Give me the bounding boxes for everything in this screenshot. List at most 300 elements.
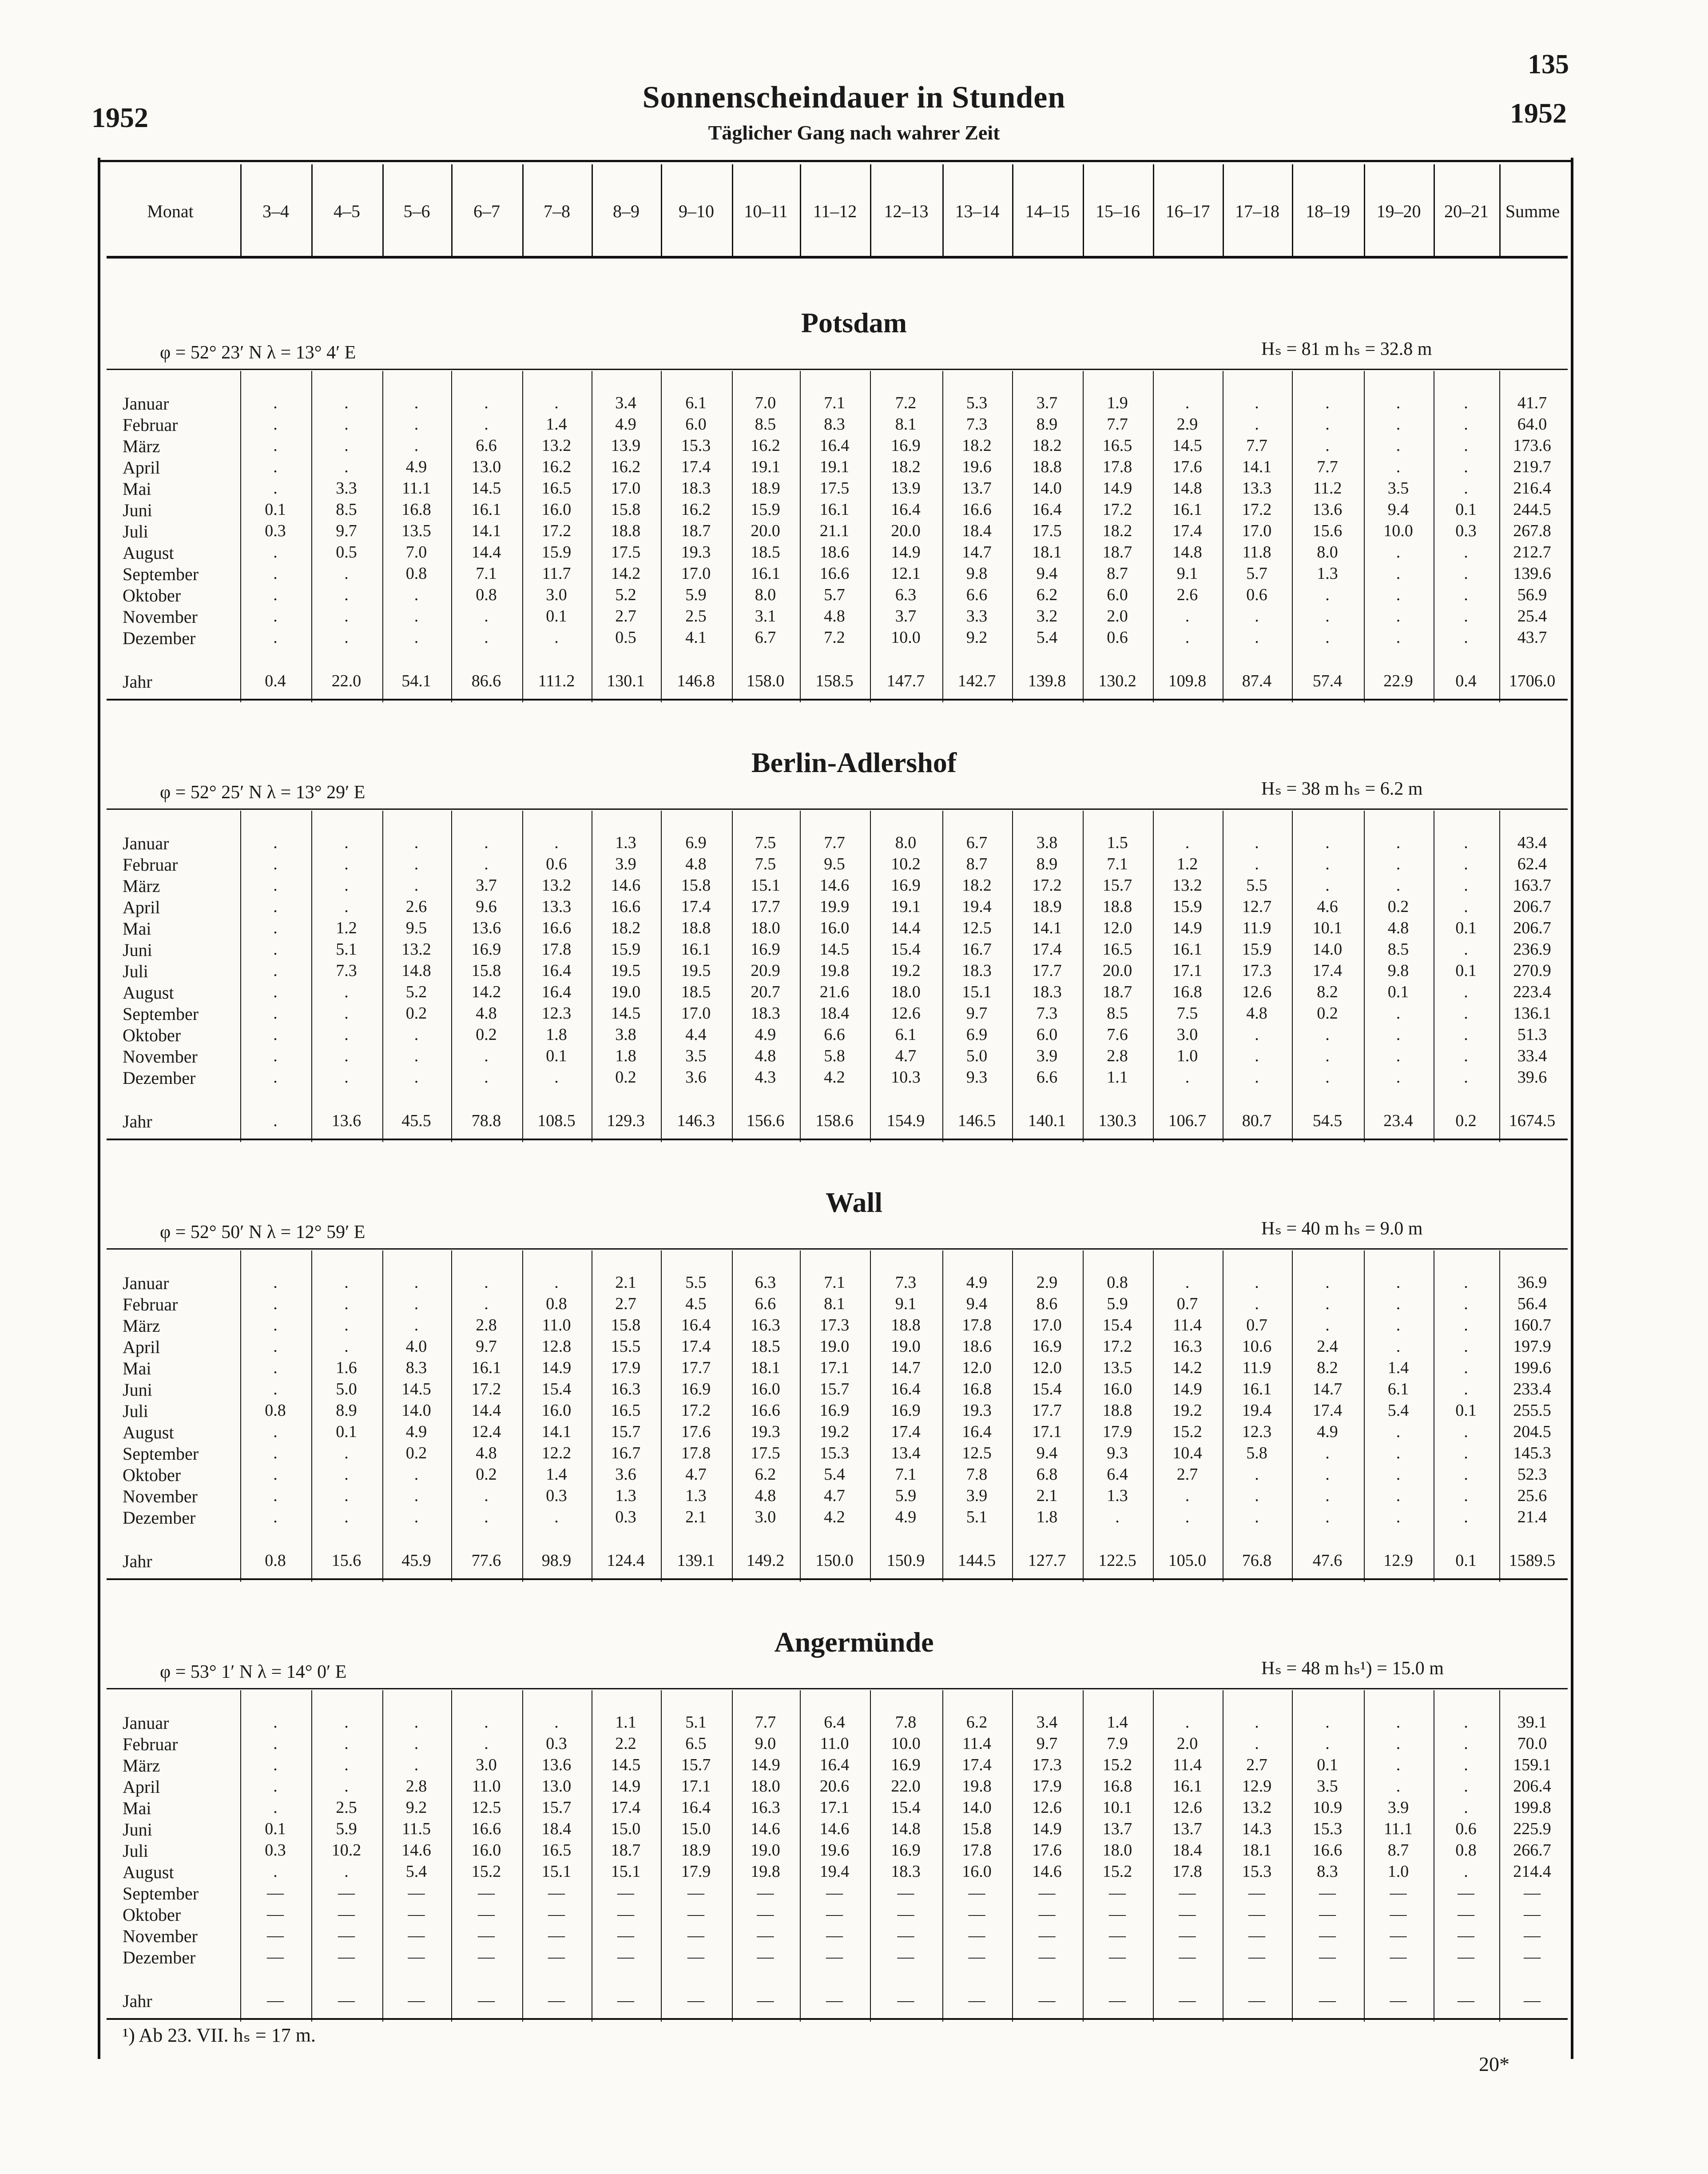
table-cell: 22.0 [891,1777,921,1796]
table-cell: 15.2 [1172,1422,1202,1441]
table-cell: . [1396,1047,1401,1065]
table-cell: . [484,1734,489,1753]
month-label: Mai [123,919,151,939]
year-total-cell: 76.8 [1242,1551,1272,1570]
table-cell: 17.0 [1032,1316,1062,1334]
page-title: Sonnenscheindauer in Stunden [642,80,1066,115]
table-cell: 15.7 [1102,876,1132,895]
table-cell: 4.9 [895,1508,917,1526]
table-cell: . [1464,1047,1468,1065]
column-divider [240,164,242,258]
table-cell: 5.1 [685,1713,707,1732]
table-cell: 8.7 [966,855,988,873]
table-cell: . [1464,1798,1468,1817]
table-cell: 5.8 [1246,1444,1267,1462]
table-cell: . [344,1004,349,1023]
table-cell: . [1396,415,1401,434]
table-cell: . [1464,564,1468,583]
year-total-cell: 0.8 [265,1551,286,1570]
table-cell: 19.3 [681,543,711,561]
table-cell: 17.7 [1032,1401,1062,1420]
station-coordinates: φ = 52° 23′ N λ = 13° 4′ E [160,342,356,363]
table-cell: . [1396,1444,1401,1462]
table-cell: 17.2 [1102,500,1132,519]
table-cell: — [1524,1926,1541,1945]
table-cell: 18.3 [1032,983,1062,1001]
table-cell: 1.4 [1387,1358,1409,1377]
table-cell: 12.8 [541,1337,572,1356]
table-cell: 15.1 [962,983,992,1001]
table-cell: 5.4 [1036,628,1058,647]
table-cell: . [1185,1068,1190,1087]
year-total-cell: 130.1 [607,672,645,690]
table-cell: 18.3 [962,961,992,980]
table-cell: 8.1 [895,415,917,434]
table-cell: 16.7 [962,940,992,959]
table-cell: 17.7 [751,897,780,916]
table-cell: . [1396,855,1401,873]
table-cell: 15.1 [541,1862,572,1881]
table-cell: — [338,1947,355,1966]
table-cell: 4.2 [824,1068,845,1087]
year-total-cell: 0.4 [1455,672,1477,690]
table-cell: 6.1 [685,394,707,412]
table-cell: 5.2 [615,585,636,604]
table-cell: . [414,394,419,412]
table-cell: . [484,1713,489,1732]
month-label: August [123,1422,174,1442]
year-total-cell: — [1109,1991,1126,2010]
column-divider [870,1690,871,2022]
year-total-cell: 1674.5 [1509,1111,1556,1130]
station-heights: Hₛ = 38 m hₛ = 6.2 m [1261,779,1423,799]
table-cell: . [344,394,349,412]
table-cell: 270.9 [1513,961,1551,980]
table-cell: . [273,1713,278,1732]
month-label: August [123,1862,174,1882]
table-cell: . [1255,607,1259,625]
table-cell: 17.8 [541,940,572,959]
table-cell: . [414,1465,419,1484]
table-cell: 13.5 [1102,1358,1132,1377]
table-cell: . [1396,1316,1401,1334]
column-divider [1364,164,1365,258]
table-cell: . [344,1777,349,1796]
table-cell: . [414,1294,419,1313]
table-cell: 43.7 [1517,628,1547,647]
table-cell: 13.2 [401,940,431,959]
column-divider [1499,1690,1500,2022]
column-divider [870,164,871,258]
table-cell: . [1464,1508,1468,1526]
month-label: Dezember [123,628,196,648]
table-cell: . [1464,628,1468,647]
table-cell: 13.2 [1172,876,1202,895]
table-cell: . [273,1756,278,1774]
table-cell: 13.6 [1312,500,1343,519]
table-cell: 2.5 [685,607,707,625]
table-cell: 3.0 [755,1508,776,1526]
table-cell: . [1396,1004,1401,1023]
table-cell: . [344,983,349,1001]
table-cell: 9.7 [1036,1734,1058,1753]
year-label: Jahr [123,672,152,692]
column-divider [1223,164,1224,258]
table-cell: — [757,1947,774,1966]
table-cell: . [414,855,419,873]
table-cell: . [1325,1734,1330,1753]
year-total-cell: 158.6 [815,1111,854,1130]
table-cell: 3.8 [1036,833,1058,852]
table-cell: — [408,1883,425,1902]
table-cell: . [1464,1337,1468,1356]
table-cell: — [1458,1926,1474,1945]
frame-left [98,158,100,2059]
table-cell: 0.1 [1317,1756,1338,1774]
table-cell: 244.5 [1513,500,1551,519]
year-total-cell: — [617,1991,634,2010]
table-cell: 1.2 [1176,855,1198,873]
station-name: Wall [825,1187,883,1218]
month-label: August [123,543,174,563]
table-cell: 145.3 [1513,1444,1551,1462]
table-cell: . [344,458,349,476]
table-cell: 8.1 [824,1294,845,1313]
table-cell: 15.9 [611,940,641,959]
column-header: 11–12 [813,201,857,221]
table-cell: 16.9 [891,1841,921,1859]
column-divider [311,371,312,702]
block-rule [107,1688,1568,1689]
month-label: Oktober [123,1465,181,1485]
table-cell: 17.0 [681,564,711,583]
table-cell: 18.6 [962,1337,992,1356]
year-total-cell: 142.7 [957,672,996,690]
table-cell: . [414,876,419,895]
table-cell: . [1464,394,1468,412]
table-cell: 16.9 [819,1401,850,1420]
column-divider [870,371,871,702]
table-cell: 9.5 [405,919,427,937]
table-cell: . [554,833,559,852]
table-cell: 0.1 [265,1820,286,1838]
table-cell: 6.2 [1036,585,1058,604]
table-cell: 6.7 [966,833,988,852]
table-cell: . [273,961,278,980]
table-cell: 19.0 [611,983,641,1001]
table-cell: . [344,1508,349,1526]
table-cell: 19.4 [819,1862,850,1881]
table-cell: 13.7 [1172,1820,1202,1838]
month-label: August [123,983,174,1003]
table-cell: 20.0 [751,522,780,540]
table-cell: . [273,1862,278,1881]
table-cell: — [478,1883,495,1902]
table-cell: 0.3 [546,1734,567,1753]
table-cell: 2.8 [1107,1047,1128,1065]
table-cell: 14.0 [1312,940,1343,959]
table-cell: 15.2 [471,1862,501,1881]
table-cell: . [414,1068,419,1087]
table-cell: . [273,1337,278,1356]
table-cell: 18.4 [819,1004,850,1023]
table-cell: 4.8 [476,1004,497,1023]
table-cell: 7.5 [755,833,776,852]
table-cell: . [1325,585,1330,604]
table-cell: 206.7 [1513,897,1551,916]
column-divider [451,1250,452,1582]
table-cell: . [1396,436,1401,455]
table-cell: 14.5 [611,1756,641,1774]
table-cell: 15.3 [1312,1820,1343,1838]
table-cell: 1.8 [615,1047,636,1065]
year-label: Jahr [123,1111,152,1131]
column-header: 7–8 [544,201,570,221]
table-cell: 11.9 [1242,1358,1271,1377]
table-cell: . [273,607,278,625]
table-cell: . [273,983,278,1001]
table-cell: . [1185,607,1190,625]
table-cell: 12.6 [891,1004,921,1023]
column-divider [661,371,662,702]
year-total-cell: — [408,1991,425,2010]
table-cell: — [687,1926,704,1945]
table-cell: 17.2 [681,1401,711,1420]
station-coordinates: φ = 52° 25′ N λ = 13° 29′ E [160,782,365,803]
table-cell: 12.2 [541,1444,572,1462]
table-cell: 4.6 [1317,897,1338,916]
table-cell: . [344,1444,349,1462]
table-cell: . [484,1486,489,1505]
table-cell: 3.4 [1036,1713,1058,1732]
table-cell: 0.7 [1176,1294,1198,1313]
table-cell: 7.6 [1107,1025,1128,1044]
table-cell: — [897,1947,914,1966]
year-total-cell: 45.9 [401,1551,431,1570]
table-cell: 18.3 [751,1004,780,1023]
table-cell: 15.4 [1102,1316,1132,1334]
table-cell: 16.1 [819,500,850,519]
month-label: Mai [123,1798,151,1818]
year-total-cell: — [1319,1991,1336,2010]
column-divider [800,1690,801,2022]
table-cell: 12.1 [891,564,921,583]
table-cell: 8.9 [336,1401,357,1420]
table-cell: 5.4 [1387,1401,1409,1420]
table-cell: — [408,1926,425,1945]
column-divider [311,811,312,1142]
table-cell: 11.0 [472,1777,501,1796]
table-cell: 19.2 [819,1422,850,1441]
table-cell: 6.1 [1387,1380,1409,1398]
table-cell: . [344,585,349,604]
table-cell: — [1248,1926,1265,1945]
column-header: 17–18 [1235,201,1279,221]
table-cell: 18.6 [819,543,850,561]
month-label: März [123,436,160,456]
table-cell: 70.0 [1517,1734,1547,1753]
table-cell: 139.6 [1513,564,1551,583]
table-cell: . [484,1068,489,1087]
table-cell: 0.1 [1455,919,1477,937]
month-label: Juni [123,1380,152,1400]
column-header: 18–19 [1306,201,1350,221]
table-cell: 8.7 [1387,1841,1409,1859]
table-cell: . [484,855,489,873]
year-total-cell: 78.8 [471,1111,501,1130]
table-cell: 2.6 [1176,585,1198,604]
table-cell: 15.7 [541,1798,572,1817]
table-cell: 18.0 [751,919,780,937]
table-cell: 2.6 [405,897,427,916]
table-cell: 19.8 [751,1862,780,1881]
table-cell: . [1396,1422,1401,1441]
table-cell: 11.2 [1313,479,1342,498]
table-cell: 18.2 [962,876,992,895]
table-cell: . [1255,1734,1259,1753]
table-cell: 17.1 [819,1798,850,1817]
year-rule [107,2018,1568,2020]
table-cell: . [1396,1777,1401,1796]
table-cell: . [1255,1025,1259,1044]
table-cell: . [1464,479,1468,498]
table-cell: 212.7 [1513,543,1551,561]
table-cell: 16.4 [681,1798,711,1817]
table-cell: 16.3 [751,1798,780,1817]
table-cell: 39.1 [1517,1713,1547,1732]
table-cell: 4.2 [824,1508,845,1526]
table-cell: 21.1 [819,522,850,540]
table-cell: . [273,543,278,561]
table-cell: 12.6 [1242,983,1272,1001]
table-cell: 17.8 [1172,1862,1202,1881]
column-header: 8–9 [613,201,640,221]
table-cell: 0.5 [615,628,636,647]
table-cell: 18.7 [1102,543,1132,561]
table-cell: 0.6 [1107,628,1128,647]
year-total-cell: — [338,1991,355,2010]
table-cell: — [1458,1905,1474,1923]
table-cell: 7.3 [966,415,988,434]
year-total-cell: 146.3 [677,1111,715,1130]
table-cell: . [344,876,349,895]
table-cell: 266.7 [1513,1841,1551,1859]
table-cell: — [1109,1905,1126,1923]
table-cell: 197.9 [1513,1337,1551,1356]
table-cell: . [414,1508,419,1526]
table-cell: 14.9 [891,543,921,561]
column-header: Monat [147,201,194,221]
table-cell: 19.9 [819,897,850,916]
table-cell: . [484,394,489,412]
table-cell: 11.7 [542,564,571,583]
table-cell: 20.7 [751,983,780,1001]
table-cell: . [1464,1777,1468,1796]
column-header: 13–14 [955,201,1000,221]
table-cell: 0.3 [615,1508,636,1526]
table-cell: . [1396,1068,1401,1087]
table-cell: . [484,607,489,625]
table-cell: . [344,1713,349,1732]
table-cell: 15.7 [611,1422,641,1441]
table-cell: 12.5 [471,1798,501,1817]
table-cell: 12.0 [1102,919,1132,937]
table-cell: . [273,1734,278,1753]
table-cell: 9.2 [966,628,988,647]
table-cell: . [344,1068,349,1087]
table-cell: 16.1 [471,1358,501,1377]
table-cell: . [1255,1713,1259,1732]
table-cell: — [687,1883,704,1902]
month-label: Juli [123,1841,148,1861]
column-divider [522,1690,523,2022]
table-cell: 14.5 [819,940,850,959]
table-cell: . [344,1862,349,1881]
table-cell: . [1464,1713,1468,1732]
table-cell: 15.8 [681,876,711,895]
table-cell: 9.8 [966,564,988,583]
table-cell: — [1319,1905,1336,1923]
year-total-cell: — [757,1991,774,2010]
column-divider [1083,1690,1084,2022]
table-cell: 14.2 [471,983,501,1001]
table-cell: . [273,1777,278,1796]
table-cell: 18.8 [681,919,711,937]
table-cell: — [826,1883,843,1902]
table-cell: 14.1 [1032,919,1062,937]
table-cell: 16.4 [891,500,921,519]
year-total-cell: 130.2 [1098,672,1136,690]
table-cell: 15.4 [891,940,921,959]
table-cell: 1.0 [1176,1047,1198,1065]
table-cell: 10.3 [891,1068,921,1087]
table-cell: . [1255,1068,1259,1087]
table-cell: 7.1 [824,394,845,412]
table-cell: 0.8 [1107,1273,1128,1292]
table-cell: . [273,436,278,455]
year-total-cell: 86.6 [471,672,501,690]
table-cell: — [1524,1947,1541,1966]
table-cell: 0.8 [405,564,427,583]
table-cell: 16.0 [541,500,572,519]
table-cell: 15.4 [541,1380,572,1398]
table-cell: 18.0 [891,983,921,1001]
year-total-cell: 80.7 [1242,1111,1272,1130]
table-cell: 4.4 [685,1025,707,1044]
table-cell: 52.3 [1517,1465,1547,1484]
table-cell: 36.9 [1517,1273,1547,1292]
table-cell: 15.8 [611,1316,641,1334]
table-cell: 14.0 [962,1798,992,1817]
year-total-cell: — [478,1991,495,2010]
table-cell: 6.4 [1107,1465,1128,1484]
table-cell: 17.2 [1242,500,1272,519]
table-cell: 17.3 [1242,961,1272,980]
table-cell: 15.2 [1102,1862,1132,1881]
month-label: Dezember [123,1068,196,1088]
table-cell: — [1248,1905,1265,1923]
table-cell: 0.2 [1317,1004,1338,1023]
table-cell: 10.0 [891,628,921,647]
table-cell: 0.1 [1455,961,1477,980]
table-cell: 3.8 [615,1025,636,1044]
table-cell: 12.3 [1242,1422,1272,1441]
table-cell: 16.0 [471,1841,501,1859]
table-cell: 11.0 [820,1734,849,1753]
table-cell: 16.2 [681,500,711,519]
table-cell: . [1255,415,1259,434]
column-header: Summe [1505,201,1560,221]
